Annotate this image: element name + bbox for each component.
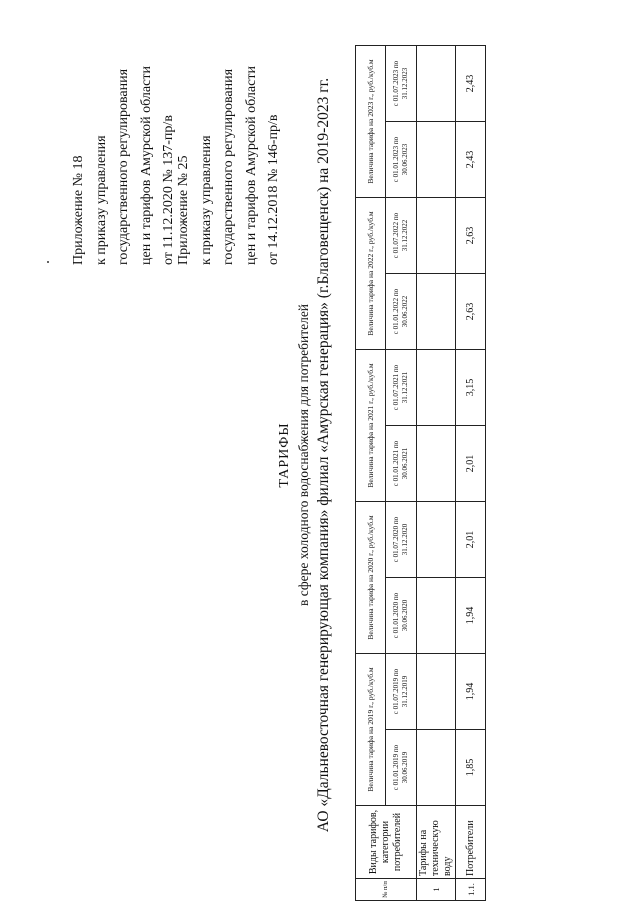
doc-organization: АО «Дальневосточная генерирующая компания» филиал «Амурская генерация» (г.Благовещенск) на 2019-2023 гг. [315,77,332,833]
tariff-value [417,730,456,806]
table-row [456,46,486,901]
row-number: 1 [417,879,456,901]
appendix-previous-header [173,66,286,265]
tariff-value: 2,63 [456,274,486,350]
year-group-header: Величина тарифа на 2021 г., руб./куб.м [356,350,386,502]
tariff-value: 2,01 [456,426,486,502]
period-header: с 01.07.2023 по 31.12.2023 [386,46,417,122]
period-header: с 01.01.2021 по 30.06.2021 [386,426,417,502]
tariff-value: 2,43 [456,122,486,198]
tariff-value [417,502,456,578]
period-header: с 01.01.2020 по 30.06.2020 [386,578,417,654]
tariff-value [417,426,456,502]
tariff-value [417,122,456,198]
tariff-table [355,45,486,901]
tariff-value: 1,94 [456,654,486,730]
tariff-value: 2,63 [456,198,486,274]
period-header: с 01.01.2023 по 30.06.2023 [386,122,417,198]
appendix-line: от 14.12.2018 № 146-пр/в [266,114,281,265]
document-titles [275,45,335,865]
tariff-value: 1,85 [456,730,486,806]
appendix-line: Приложение № 25 [176,155,191,265]
col-header-kind: Виды тарифов, категории потребителей [356,806,417,879]
appendix-line: государственного регулирования [116,68,131,265]
year-group-header: Величина тарифа на 2022 г., руб./куб.м [356,198,386,350]
appendix-current-header [68,66,181,265]
period-header: с 01.07.2019 по 31.12.2019 [386,654,417,730]
tariff-value [417,274,456,350]
period-header: с 01.07.2022 по 31.12.2022 [386,198,417,274]
appendix-line: Приложение № 18 [71,155,86,265]
table-row [417,46,456,901]
period-header: с 01.07.2020 по 31.12.2020 [386,502,417,578]
tariff-value [417,198,456,274]
tariff-value: 2,01 [456,502,486,578]
tariff-value [417,654,456,730]
row-label: Тарифы на техническую воду [417,806,456,879]
tariff-value: 1,94 [456,578,486,654]
appendix-line: цен и тарифов Амурской области [138,66,154,265]
col-header-number: № п/п [356,879,417,901]
year-group-header: Величина тарифа на 2019 г., руб./куб.м [356,654,386,806]
period-header: с 01.01.2019 по 30.06.2019 [386,730,417,806]
scan-speck [47,261,49,263]
tariff-value: 2,43 [456,46,486,122]
doc-subtitle: в сфере холодного водоснабжения для потребителей [296,303,311,607]
tariff-value: 3,15 [456,350,486,426]
appendix-line: от 11.12.2020 № 137-пр/в [161,115,176,265]
doc-title: ТАРИФЫ [277,422,292,488]
appendix-line: к приказу управления [93,135,109,265]
tariff-value [417,350,456,426]
appendix-line: к приказу управления [198,135,214,265]
year-group-header: Величина тарифа на 2020 г., руб./куб.м [356,502,386,654]
period-header: с 01.01.2022 по 30.06.2022 [386,274,417,350]
appendix-line: цен и тарифов Амурской области [243,66,259,265]
year-group-header: Величина тарифа на 2023 г., руб./куб.м [356,46,386,198]
row-label: Потребители [456,806,486,879]
row-number: 1.1. [456,879,486,901]
tariff-value [417,578,456,654]
tariff-value [417,46,456,122]
appendix-line: государственного регулирования [221,68,236,265]
period-header: с 01.07.2021 по 31.12.2021 [386,350,417,426]
